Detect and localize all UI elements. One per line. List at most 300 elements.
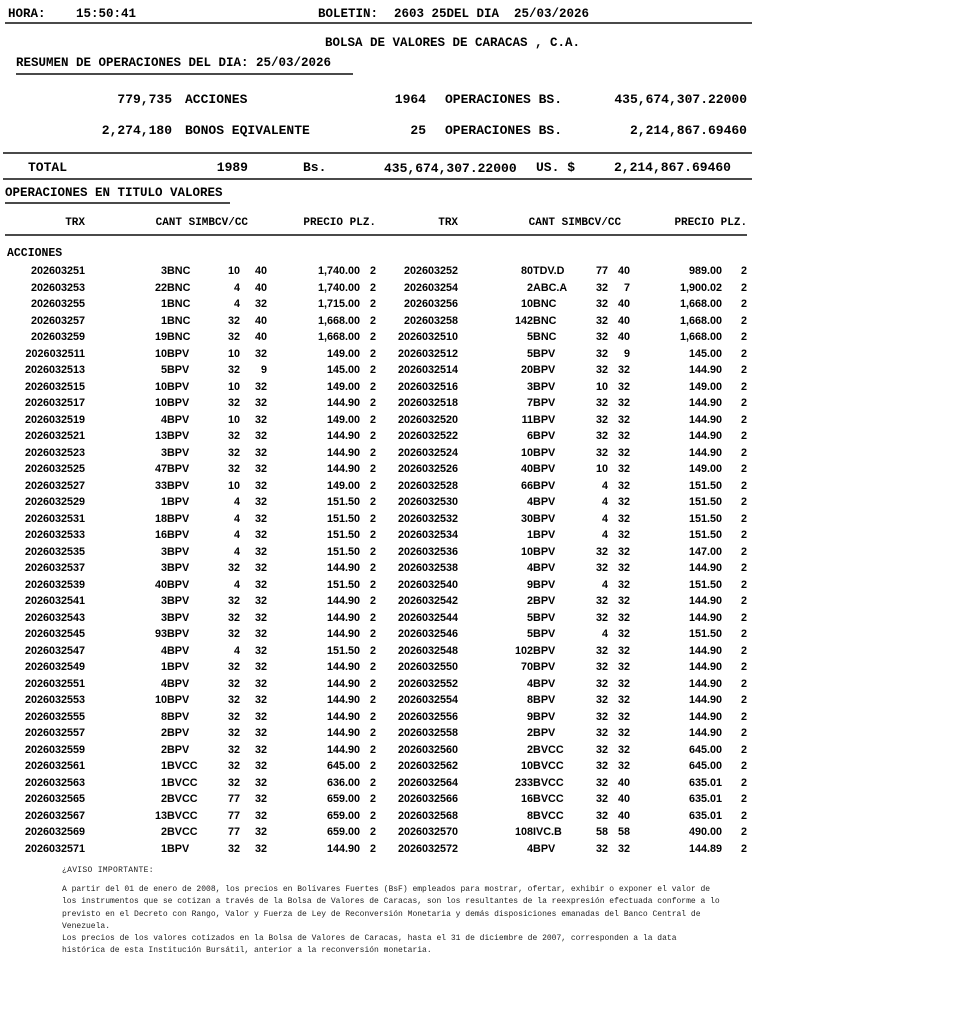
cell-cant: 93 <box>154 628 167 641</box>
cell-cant: 10 <box>154 347 167 360</box>
cell-trx: 2026032534 <box>397 529 459 542</box>
cell-cc: 32 <box>618 512 631 525</box>
cell-simb: BNC <box>167 331 191 344</box>
cell-precio: 151.50 <box>327 512 361 525</box>
cell-cv: 4 <box>234 578 241 591</box>
cell-plz: 2 <box>370 809 377 822</box>
cell-cv: 10 <box>228 380 241 393</box>
cell-cv: 32 <box>228 446 241 459</box>
cell-cant: 66 <box>521 479 534 492</box>
cell-trx: 2026032516 <box>397 380 459 393</box>
cell-cv: 32 <box>596 842 609 855</box>
cell-cant: 40 <box>521 463 534 476</box>
col-header-cvcc: CV/CC <box>588 212 630 235</box>
cell-simb: BVCC <box>167 776 198 789</box>
cell-simb: BVCC <box>533 743 564 756</box>
cell-precio: 1,668.00 <box>680 314 723 327</box>
cell-cc: 32 <box>618 595 631 608</box>
cell-cant: 47 <box>154 463 167 476</box>
cell-cv: 32 <box>228 331 241 344</box>
cell-plz: 2 <box>370 628 377 641</box>
cell-precio: 144.90 <box>689 727 723 740</box>
cell-cant: 4 <box>527 677 534 690</box>
cell-plz: 2 <box>741 265 748 278</box>
cell-precio: 659.00 <box>327 809 361 822</box>
cell-cant: 2 <box>527 743 534 756</box>
cell-simb: BPV <box>167 463 190 476</box>
cell-precio: 1,900.02 <box>680 281 723 294</box>
total-operaciones: 1989 <box>216 160 248 175</box>
table-row <box>5 329 747 346</box>
cell-cant: 20 <box>521 364 534 377</box>
cell-cv: 32 <box>596 314 609 327</box>
cell-cc: 58 <box>618 826 631 839</box>
cell-plz: 2 <box>741 380 748 393</box>
cell-simb: BPV <box>533 677 556 690</box>
cell-cc: 32 <box>618 743 631 756</box>
cell-cv: 32 <box>228 760 241 773</box>
cell-precio: 151.50 <box>689 628 723 641</box>
cell-precio: 144.90 <box>327 628 361 641</box>
cell-cc: 32 <box>618 529 631 542</box>
cell-trx: 2026032564 <box>397 776 459 789</box>
cell-cc: 40 <box>618 298 631 311</box>
summary-monto: 435,674,307.22000 <box>614 92 747 107</box>
cell-cc: 32 <box>618 644 631 657</box>
cell-plz: 2 <box>370 298 377 311</box>
cell-cant: 18 <box>154 512 167 525</box>
cell-cv: 32 <box>228 677 241 690</box>
cell-plz: 2 <box>370 512 377 525</box>
cell-simb: TDV.D <box>533 265 565 278</box>
cell-cc: 32 <box>618 611 631 624</box>
cell-cv: 32 <box>228 611 241 624</box>
cell-simb: BPV <box>533 512 556 525</box>
cell-cv: 32 <box>596 611 609 624</box>
cell-cv: 32 <box>596 793 609 806</box>
cell-cant: 10 <box>521 446 534 459</box>
cell-plz: 2 <box>370 611 377 624</box>
cell-cv: 4 <box>234 529 241 542</box>
cell-plz: 2 <box>741 694 748 707</box>
cell-cv: 58 <box>596 826 609 839</box>
total-rule-bottom <box>3 178 752 180</box>
cell-cc: 32 <box>618 710 631 723</box>
cell-plz: 2 <box>370 644 377 657</box>
cell-cant: 10 <box>154 380 167 393</box>
cell-plz: 2 <box>370 562 377 575</box>
cell-cv: 4 <box>234 545 241 558</box>
cell-cv: 32 <box>596 298 609 311</box>
cell-precio: 144.90 <box>327 842 361 855</box>
summary-operaciones: 25 <box>410 123 426 138</box>
col-header-precio-plz: PRECIO PLZ. <box>267 212 376 235</box>
cell-trx: 2026032566 <box>397 793 459 806</box>
cell-simb: BPV <box>167 611 190 624</box>
cell-cant: 108 <box>515 826 534 839</box>
table-row <box>5 511 747 528</box>
cell-trx: 2026032539 <box>24 578 85 591</box>
footer-line: A partir del 01 de enero de 2008, los precios en Bolívares Fuertes (BsF) empleados para mostrar, ofertar, exhibir o exponer el valor de <box>62 885 711 894</box>
cell-precio: 144.90 <box>327 694 361 707</box>
cell-plz: 2 <box>741 529 748 542</box>
cell-precio: 145.00 <box>327 364 361 377</box>
cell-cv: 10 <box>228 479 241 492</box>
cell-trx: 2026032555 <box>24 710 85 723</box>
cell-simb: BPV <box>167 545 190 558</box>
cell-cv: 4 <box>234 496 241 509</box>
cell-plz: 2 <box>370 661 377 674</box>
cell-cant: 5 <box>160 364 167 377</box>
cell-cv: 4 <box>234 512 241 525</box>
cell-precio: 149.00 <box>689 463 723 476</box>
hora-value: 15:50:41 <box>76 7 137 21</box>
cell-cc: 32 <box>255 710 268 723</box>
cell-trx: 2026032550 <box>397 661 459 674</box>
cell-simb: BNC <box>533 314 557 327</box>
cell-precio: 151.50 <box>689 479 723 492</box>
cell-cc: 32 <box>255 413 268 426</box>
cell-cc: 32 <box>618 479 631 492</box>
cell-trx: 2026032554 <box>397 694 459 707</box>
cell-simb: BVCC <box>533 776 564 789</box>
table-row <box>5 758 747 775</box>
cell-plz: 2 <box>370 479 377 492</box>
cell-precio: 149.00 <box>327 479 361 492</box>
cell-cant: 2 <box>160 826 167 839</box>
cell-trx: 2026032552 <box>397 677 459 690</box>
cell-cv: 32 <box>596 776 609 789</box>
table-row <box>5 610 747 627</box>
cell-cant: 13 <box>154 430 167 443</box>
cell-cant: 3 <box>160 562 167 575</box>
cell-cv: 32 <box>596 364 609 377</box>
cell-cv: 32 <box>596 644 609 657</box>
cell-cant: 142 <box>515 314 534 327</box>
cell-precio: 144.90 <box>689 595 723 608</box>
total-rule-top <box>3 152 752 154</box>
table-row <box>5 346 747 363</box>
cell-cant: 1 <box>527 529 534 542</box>
footer-line: histórica de esta Institución Bursátil, anterior a la reconversión monetaria. <box>62 946 432 956</box>
table-row <box>5 841 747 858</box>
cell-cc: 9 <box>624 347 631 360</box>
cell-cc: 32 <box>255 776 268 789</box>
cell-cc: 40 <box>618 265 631 278</box>
cell-cc: 32 <box>255 644 268 657</box>
cell-simb: BPV <box>167 628 190 641</box>
cell-precio: 1,740.00 <box>318 265 361 278</box>
cell-trx: 2026032561 <box>24 760 85 773</box>
cell-cc: 32 <box>255 760 268 773</box>
operations-table <box>5 212 747 857</box>
cell-plz: 2 <box>370 413 377 426</box>
cell-plz: 2 <box>741 727 748 740</box>
cell-cv: 32 <box>596 677 609 690</box>
cell-plz: 2 <box>741 628 748 641</box>
cell-cant: 40 <box>154 578 167 591</box>
cell-cc: 32 <box>618 628 631 641</box>
summary-operaciones: 1964 <box>394 92 426 107</box>
cell-cant: 13 <box>154 809 167 822</box>
cell-precio: 147.00 <box>689 545 723 558</box>
cell-plz: 2 <box>741 314 748 327</box>
col-header-cant-simb: CANT SIMB <box>458 212 588 235</box>
cell-plz: 2 <box>741 578 748 591</box>
cell-cv: 32 <box>228 562 241 575</box>
cell-trx: 2026032520 <box>397 413 459 426</box>
cell-trx: 2026032551 <box>24 677 85 690</box>
table-row <box>5 643 747 660</box>
cell-precio: 659.00 <box>327 793 361 806</box>
cell-trx: 2026032522 <box>397 430 459 443</box>
cell-cc: 32 <box>255 694 268 707</box>
cell-simb: BVCC <box>533 793 564 806</box>
table-row <box>5 494 747 511</box>
cell-plz: 2 <box>370 727 377 740</box>
cell-trx: 2026032557 <box>24 727 85 740</box>
cell-trx: 2026032518 <box>397 397 459 410</box>
cell-cv: 32 <box>596 281 609 294</box>
cell-precio: 151.50 <box>327 529 361 542</box>
cell-simb: BPV <box>167 710 190 723</box>
cell-simb: BNC <box>167 298 191 311</box>
cell-cc: 32 <box>618 677 631 690</box>
cell-plz: 2 <box>741 842 748 855</box>
cell-trx: 2026032570 <box>397 826 459 839</box>
cell-cc: 32 <box>618 578 631 591</box>
cell-trx: 2026032524 <box>397 446 459 459</box>
cell-trx: 202603257 <box>30 314 85 327</box>
table-row <box>5 296 747 313</box>
top-rule <box>5 22 752 24</box>
boletin-label: BOLETIN: <box>318 7 379 21</box>
table-row <box>5 626 747 643</box>
cell-cant: 1 <box>160 661 167 674</box>
cell-simb: BPV <box>167 479 190 492</box>
cell-cv: 4 <box>234 298 241 311</box>
cell-cc: 32 <box>618 446 631 459</box>
cell-cant: 1 <box>160 776 167 789</box>
cell-trx: 2026032528 <box>397 479 459 492</box>
cell-precio: 636.00 <box>327 776 361 789</box>
cell-cv: 32 <box>228 595 241 608</box>
cell-simb: BVCC <box>533 760 564 773</box>
cell-cant: 1 <box>160 760 167 773</box>
table-row <box>5 593 747 610</box>
cell-trx: 2026032544 <box>397 611 459 624</box>
cell-plz: 2 <box>370 793 377 806</box>
cell-simb: BPV <box>167 364 190 377</box>
total-bs-value: 435,674,307.22000 <box>384 161 517 176</box>
cell-precio: 490.00 <box>689 826 723 839</box>
cell-precio: 149.00 <box>327 380 361 393</box>
cell-cv: 32 <box>596 545 609 558</box>
cell-cant: 4 <box>527 842 534 855</box>
cell-cant: 16 <box>521 793 534 806</box>
cell-simb: BPV <box>533 578 556 591</box>
cell-cc: 32 <box>618 364 631 377</box>
cell-cv: 32 <box>596 331 609 344</box>
cell-cv: 32 <box>228 842 241 855</box>
cell-precio: 151.50 <box>689 512 723 525</box>
cell-simb: BPV <box>533 727 556 740</box>
cell-plz: 2 <box>741 347 748 360</box>
cell-cant: 33 <box>154 479 167 492</box>
cell-cv: 4 <box>602 479 609 492</box>
cell-cv: 32 <box>596 743 609 756</box>
footer-line: Los precios de los valores cotizados en la Bolsa de Valores de Caracas, hasta el 31 de diciembre de 2007, corresponden a la data <box>62 934 677 944</box>
cell-simb: BPV <box>167 677 190 690</box>
cell-simb: BPV <box>533 430 556 443</box>
table-row <box>5 742 747 759</box>
footer-paragraph <box>62 884 720 958</box>
cell-cc: 32 <box>618 397 631 410</box>
cell-cant: 5 <box>527 628 534 641</box>
cell-simb: BPV <box>167 727 190 740</box>
cell-cv: 77 <box>228 809 241 822</box>
cell-trx: 2026032560 <box>397 743 459 756</box>
cell-simb: BPV <box>533 661 556 674</box>
cell-trx: 202603254 <box>403 281 459 294</box>
cell-cv: 77 <box>596 265 609 278</box>
cell-cv: 4 <box>234 281 241 294</box>
cell-cant: 2 <box>160 727 167 740</box>
cell-plz: 2 <box>741 545 748 558</box>
cell-plz: 2 <box>741 595 748 608</box>
cell-cv: 10 <box>228 265 241 278</box>
cell-cv: 77 <box>228 826 241 839</box>
cell-plz: 2 <box>370 347 377 360</box>
summary-cantidad: 2,274,180 <box>101 123 172 138</box>
cell-precio: 144.90 <box>327 430 361 443</box>
cell-precio: 144.90 <box>689 611 723 624</box>
cell-simb: BPV <box>167 644 190 657</box>
cell-plz: 2 <box>741 644 748 657</box>
cell-plz: 2 <box>741 446 748 459</box>
cell-precio: 144.90 <box>327 463 361 476</box>
cell-trx: 202603259 <box>30 331 85 344</box>
summary-operaciones-label: OPERACIONES BS. <box>445 92 563 107</box>
cell-trx: 2026032521 <box>24 430 85 443</box>
cell-plz: 2 <box>741 793 748 806</box>
cell-precio: 151.50 <box>689 496 723 509</box>
cell-simb: ABC.A <box>533 281 568 294</box>
cell-cant: 3 <box>160 595 167 608</box>
cell-simb: BPV <box>533 364 556 377</box>
cell-trx: 2026032531 <box>24 512 85 525</box>
cell-cc: 32 <box>255 446 268 459</box>
cell-cv: 4 <box>602 628 609 641</box>
summary-tipo: BONOS EQIVALENTE <box>185 123 310 138</box>
cell-cv: 4 <box>234 644 241 657</box>
cell-cant: 2 <box>527 595 534 608</box>
group-label-row <box>5 235 747 263</box>
cell-plz: 2 <box>370 496 377 509</box>
cell-precio: 144.90 <box>689 430 723 443</box>
cell-cant: 80 <box>521 265 534 278</box>
cell-trx: 2026032569 <box>24 826 85 839</box>
cell-precio: 1,668.00 <box>680 331 723 344</box>
summary-tipo: ACCIONES <box>185 92 248 107</box>
cell-precio: 145.00 <box>689 347 723 360</box>
summary-operaciones-label: OPERACIONES BS. <box>445 123 563 138</box>
cell-cv: 32 <box>596 446 609 459</box>
cell-simb: BPV <box>167 578 190 591</box>
cell-precio: 144.90 <box>689 677 723 690</box>
cell-simb: BPV <box>533 545 556 558</box>
cell-cc: 40 <box>255 314 268 327</box>
cell-trx: 2026032523 <box>24 446 85 459</box>
table-row <box>5 692 747 709</box>
cell-precio: 144.89 <box>689 842 723 855</box>
cell-simb: BPV <box>167 842 190 855</box>
cell-plz: 2 <box>741 298 748 311</box>
cell-simb: BVCC <box>167 809 198 822</box>
table-row <box>5 379 747 396</box>
cell-trx: 2026032517 <box>24 397 85 410</box>
cell-trx: 2026032559 <box>24 743 85 756</box>
cell-plz: 2 <box>370 529 377 542</box>
cell-cv: 32 <box>596 809 609 822</box>
cell-trx: 202603251 <box>30 265 85 278</box>
table-row <box>5 824 747 841</box>
cell-cv: 10 <box>228 413 241 426</box>
cell-simb: BPV <box>167 743 190 756</box>
cell-cc: 32 <box>618 661 631 674</box>
cell-trx: 2026032525 <box>24 463 85 476</box>
cell-precio: 149.00 <box>327 347 361 360</box>
cell-cant: 30 <box>521 512 534 525</box>
cell-simb: BPV <box>167 397 190 410</box>
col-header-trx: TRX <box>376 212 458 235</box>
cell-cc: 32 <box>255 661 268 674</box>
cell-precio: 144.90 <box>689 413 723 426</box>
cell-trx: 2026032572 <box>397 842 459 855</box>
cell-simb: BVCC <box>167 760 198 773</box>
cell-cc: 32 <box>618 413 631 426</box>
col-header-cvcc: CV/CC <box>215 212 267 235</box>
cell-cv: 32 <box>228 463 241 476</box>
cell-cv: 32 <box>596 595 609 608</box>
cell-precio: 149.00 <box>327 413 361 426</box>
cell-simb: BPV <box>167 512 190 525</box>
cell-simb: BNC <box>533 298 557 311</box>
table-row <box>5 527 747 544</box>
cell-simb: BPV <box>533 842 556 855</box>
cell-cant: 5 <box>527 331 534 344</box>
table-row <box>5 659 747 676</box>
cell-cc: 32 <box>618 694 631 707</box>
table-row <box>5 676 747 693</box>
cell-plz: 2 <box>370 314 377 327</box>
cell-simb: BPV <box>533 380 556 393</box>
cell-simb: BVCC <box>167 826 198 839</box>
cell-plz: 2 <box>741 430 748 443</box>
cell-plz: 2 <box>370 842 377 855</box>
cell-cv: 10 <box>228 347 241 360</box>
cell-trx: 202603258 <box>403 314 459 327</box>
cell-trx: 2026032529 <box>24 496 85 509</box>
col-header-precio-plz: PRECIO PLZ. <box>630 212 747 235</box>
cell-precio: 144.90 <box>327 743 361 756</box>
cell-precio: 635.01 <box>689 793 723 806</box>
cell-plz: 2 <box>370 595 377 608</box>
cell-simb: BNC <box>533 331 557 344</box>
cell-simb: BPV <box>533 628 556 641</box>
cell-precio: 645.00 <box>689 743 723 756</box>
footer-line: los instrumentos que se cotizan a través de la Bolsa de Valores de Caracas, son los resultantes de la reexpresión efectuada conforme a lo <box>62 897 720 907</box>
